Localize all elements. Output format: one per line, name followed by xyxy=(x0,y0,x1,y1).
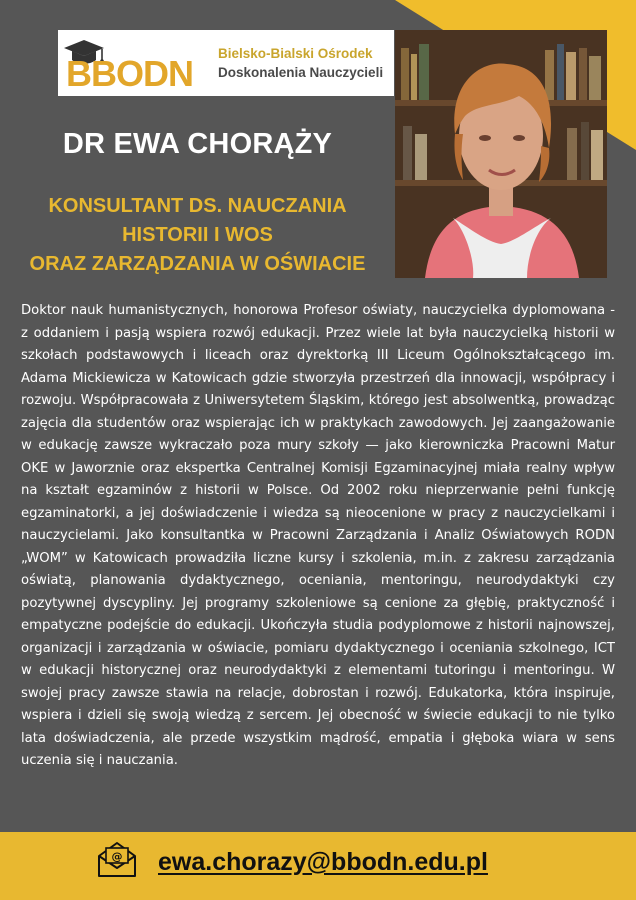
job-title-line-2: HISTORII I WOS xyxy=(122,224,273,246)
logo-brand-text: BBODN xyxy=(66,53,193,92)
biography-text: Doktor nauk humanistycznych, honorowa Profesor oświaty, nauczycielka dyplomowana - z oddaniem i pasją wspiera rozwój edukacji. Przez wiele lat była nauczycielką historii w szkołach podstawowych i liceach oraz dyrektorką III Liceum Ogólnokształcącego im. Adama Mickiewicza w Katowicach gdzie stworzyła przestrzeń dla innowacji, współpracy i rozwoju. Współpracowała z Uniwersytetem Śląskim, którego jest absolwentką, prowadząc zajęcia dla studentów oraz wspierając ich w praktykach zawodowych. Jej zaangażowanie w edukację zawsze wykraczało poza mury szkoły — jako kierowniczka Pracowni Matur OKE w Jaworznie oraz ekspertka Centralnej Komisji Egzaminacyjnej miała realny wpływ na kształt egzaminów z historii w Polsce. Od 2002 roku nieprzerwanie pełni funkcję egzaminatorki, a jej doświadczenie i wiedza są nieocenione w pracy z nauczycielkami i nauczycielami. Jako konsultantka w Pracowni Zarządzania i Analiz Oświatowych RODN „WOM” w Katowicach prowadziła liczne kursy i szkolenia, m.in. z zakresu zarządzania oświatą, planowania dydaktycznego, oceniania, mentoringu, neurodydaktyki czy pozytywnej dyscypliny. Jej programy szkoleniowe są cenione za głębię, praktyczność i empatyczne podejście do edukacji. Ukończyła studia podyplomowe z historii najnowszej, organizacji i zarządzania w oświacie, pomiaru dydaktycznego i oceniania szkolnego, ICT w edukacji historycznej oraz neurodydaktyki z elementami tutoringu i mentoringu. W swojej pracy zawsze stawia na relacje, dobrostan i rozwój. Edukatorka, która inspiruje, wspiera i dzieli się swoją wiedzą z sercem. Jej obecność w świecie edukacji to nie tylko lata doświadczenia, ale przede wszystkim mądrość, empatia i głęboka wiara w sens uczenia się i nauczania. xyxy=(21,303,615,768)
svg-text:@: @ xyxy=(111,850,123,863)
envelope-at-icon xyxy=(96,840,138,878)
job-title xyxy=(0,192,395,279)
person-name: DR EWA CHORĄŻY xyxy=(62,128,333,160)
logo-institution-name xyxy=(218,44,383,82)
job-title-line-1: KONSULTANT DS. NAUCZANIA xyxy=(48,195,347,217)
logo-line-1: Bielsko-Bialski Ośrodek xyxy=(218,46,373,61)
logo-line-2: Doskonalenia Nauczycieli xyxy=(218,65,384,80)
email-link[interactable]: ewa.chorazy@bbodn.edu.pl xyxy=(158,848,488,876)
portrait-photo xyxy=(395,30,607,278)
logo xyxy=(58,30,394,96)
contact-footer xyxy=(0,832,636,900)
bbodn-logo-mark xyxy=(62,34,222,92)
job-title-line-3: ORAZ ZARZĄDZANIA W OŚWIACIE xyxy=(29,253,366,275)
